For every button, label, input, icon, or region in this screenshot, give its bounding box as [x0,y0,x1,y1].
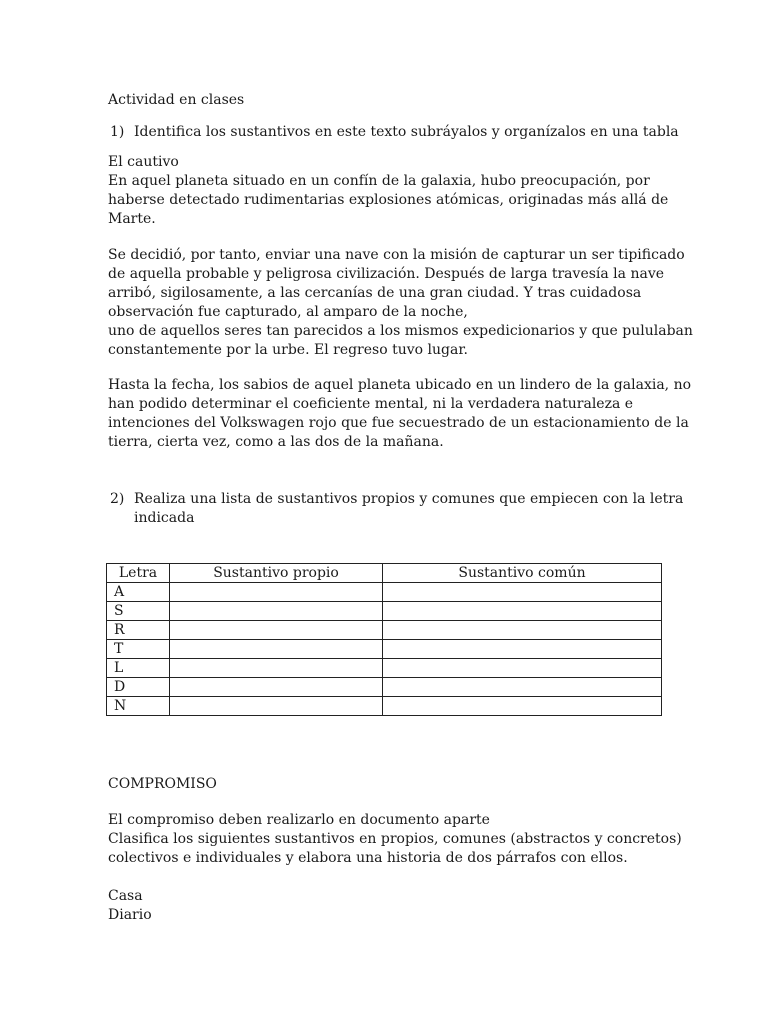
column-header-letra: Letra [107,564,170,583]
letters-table [106,563,662,716]
propio-cell[interactable] [170,583,383,602]
letter-cell: D [107,678,170,697]
story-line: haberse detectado rudimentarias explosiones atómicas, originadas más allá de [108,192,669,208]
story-paragraph-2 [108,246,693,360]
comun-cell[interactable] [383,640,662,659]
question-2-number: 2) [110,491,125,507]
story-line: Hasta la fecha, los sabios de aquel planeta ubicado en un lindero de la galaxia, no [108,377,692,393]
column-header-propio: Sustantivo propio [170,564,383,583]
compromiso-line: El compromiso deben realizarlo en documento aparte [108,812,490,828]
question-1-number: 1) [110,124,125,140]
propio-cell[interactable] [170,621,383,640]
question-2-text [134,490,684,528]
story-line: intenciones del Volkswagen rojo que fue secuestrado de un estacionamiento de la [108,415,689,431]
letter-cell: A [107,583,170,602]
word-item: Diario [108,907,152,923]
story-line: En aquel planeta situado en un confín de la galaxia, hubo preocupación, por [108,173,650,189]
column-header-comun: Sustantivo común [383,564,662,583]
propio-cell[interactable] [170,602,383,621]
table-row [107,621,662,640]
letter-cell: T [107,640,170,659]
table-row [107,640,662,659]
propio-cell[interactable] [170,678,383,697]
story-paragraph-1 [108,172,668,229]
story-line: Marte. [108,211,156,227]
comun-cell[interactable] [383,602,662,621]
compromiso-line: Clasifica los siguientes sustantivos en propios, comunes (abstractos y concretos) [108,831,682,847]
page-title: Actividad en clases [108,92,245,108]
story-line: Se decidió, por tanto, enviar una nave con la misión de capturar un ser tipificado [108,247,685,263]
story-heading: El cautivo [108,154,179,170]
word-list [108,887,668,925]
comun-cell[interactable] [383,583,662,602]
story-line: arribó, sigilosamente, a las cercanías de una gran ciudad. Y tras cuidadosa [108,285,642,301]
question-2-line: indicada [134,510,195,526]
story-line: constantemente por la urbe. El regreso tuvo lugar. [108,342,468,358]
letter-cell: S [107,602,170,621]
story [108,153,668,229]
compromiso-instructions [108,811,682,868]
table-row [107,602,662,621]
question-1-text: Identifica los sustantivos en este texto subráyalos y organízalos en una tabla [134,124,679,140]
comun-cell[interactable] [383,697,662,716]
table-row [107,583,662,602]
story-line: han podido determinar el coeficiente mental, ni la verdadera naturaleza e [108,396,634,412]
story-paragraph-3 [108,376,692,452]
comun-cell[interactable] [383,659,662,678]
compromiso-heading: COMPROMISO [108,776,217,792]
table-row [107,659,662,678]
letter-cell: N [107,697,170,716]
propio-cell[interactable] [170,697,383,716]
comun-cell[interactable] [383,621,662,640]
comun-cell[interactable] [383,678,662,697]
question-2-line: Realiza una lista de sustantivos propios y comunes que empiecen con la letra [134,491,684,507]
story-line: uno de aquellos seres tan parecidos a los mismos expedicionarios y que pululaban [108,323,693,339]
story-line: de aquella probable y peligrosa civilización. Después de larga travesía la nave [108,266,665,282]
letter-cell: L [107,659,170,678]
table-row [107,697,662,716]
propio-cell[interactable] [170,659,383,678]
compromiso-line: colectivos e individuales y elabora una historia de dos párrafos con ellos. [108,850,628,866]
table-header-row [107,564,662,583]
story-line: tierra, cierta vez, como a las dos de la mañana. [108,434,444,450]
letter-cell: R [107,621,170,640]
table-row [107,678,662,697]
story-line: observación fue capturado, al amparo de la noche, [108,304,468,320]
word-item: Casa [108,888,143,904]
propio-cell[interactable] [170,640,383,659]
